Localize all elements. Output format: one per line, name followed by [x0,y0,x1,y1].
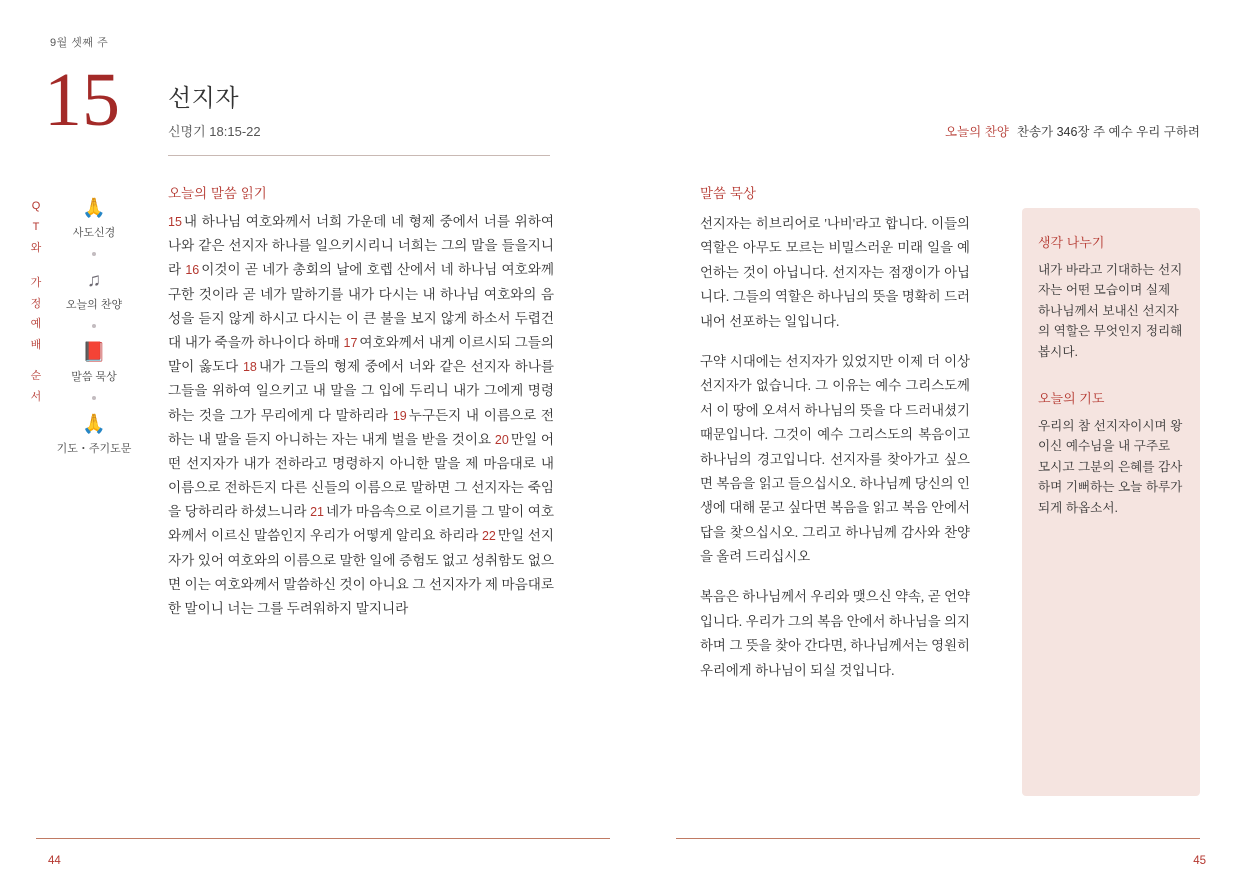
music-note-icon: ♫ [86,270,102,291]
page-number-right: 45 [1193,855,1206,867]
page-title: 선지자 [168,85,240,112]
list-item [52,340,136,384]
title-divider [168,155,550,156]
meditation-paragraph: 구약 시대에는 선지자가 있었지만 이제 더 이상 선지자가 없습니다. 그 이유는 예수 그리스도께서 이 땅에 오셔서 하나님의 뜻을 다 드러내셨기 때문입니다. 그것이 예수 그리스도의 복음이고 하나님의 경고입니다. 선지자를 찾아가고 싶으면 복음을 읽고 들으십시오. 하나님께 당신의 인생에 대해 묻고 싶다면 복음을 읽고 복음 안에서 답을 찾으십시오. 그리고 하나님께 감사와 찬양을 올려 드리십시오 [700,353,970,565]
sidebar-item-label: 기도・주기도문 [56,443,132,455]
scripture-column [168,182,554,621]
verse-number: 18 [242,360,257,375]
prayer-body: 우리의 참 선지자이시며 왕이신 예수님을 내 구주로 모시고 그분의 은혜를 감사하며 기뻐하는 오늘 하루가 되게 하옵소서. [1038,418,1183,515]
vlabel-char: 배 [30,339,42,352]
worship-order-list [52,196,136,458]
footer-divider-left [36,838,610,839]
verse-text: 만일 어떤 선지자가 내가 전하라고 명령하지 아니한 말을 제 마음대로 내 이름으로 전하든지 다른 신들의 이름으로 말하면 그 선지자는 죽임을 당하리라 하셨느니라 [168,431,555,520]
verse-number: 19 [392,408,407,423]
verse-text: 누구든지 내 이름으로 전하는 내 말을 듣지 아니하는 자는 내게 벌을 받을 것이요 [168,407,555,447]
vlabel-char: 와 [30,241,42,254]
hymn-value: 찬송가 346장 주 예수 우리 구하려 [1016,125,1200,139]
verse-text: 이것이 곧 네가 총회의 날에 호렙 산에서 네 하나님 여호와께 구한 것이라 곧 네가 말하기를 내가 다시는 내 하나님 여호와의 음성을 듣지 않게 하시고 다시는 이 큰 불을 보지 않게 하소서 두렵건대 내가 죽을까 하나이다 하매 [168,262,554,350]
verse-text: 만일 선지자가 있어 여호와의 이름으로 말한 일에 증험도 없고 성취함도 없으면 이는 여호와께서 말씀하신 것이 아니요 그 선지자가 제 마음대로 한 말이니 너는 그를 두려워하지 말지니라 [168,528,554,616]
verse-number: 16 [185,263,200,278]
verse-number: 17 [343,335,358,350]
scripture-reference: 신명기 18:15-22 [168,124,261,139]
open-book-icon: 📕 [82,342,106,363]
vlabel-char: 순 [30,370,42,383]
meditation-paragraph: 선지자는 히브리어로 '나비'라고 합니다. 이들의 역할은 아무도 모르는 비밀스러운 미래 일을 예언하는 것이 아닙니다. 선지자는 점쟁이가 아닙니다. 그들의 역할은 하나님의 뜻을 명확히 드러내어 선포하는 일입니다. [700,216,970,329]
sidebar-item-label: 말씀 묵상 [71,371,117,383]
vlabel-char: 정 [30,297,42,310]
sidebar-item-label: 오늘의 찬양 [65,299,123,311]
footer-divider-right [676,838,1200,839]
verse-number: 21 [310,505,324,520]
vlabel-char: 가 [30,276,42,289]
list-item [52,196,136,240]
praying-hands-icon: 🙏 [82,414,106,435]
vlabel-char: T [32,220,40,233]
separator-dot [92,396,96,400]
scripture-body [168,210,554,621]
hymn-label: 오늘의 찬양 [945,125,1009,139]
scripture-heading: 오늘의 말씀 읽기 [168,186,267,201]
meditation-paragraph: 복음은 하나님께서 우리와 맺으신 약속, 곧 언약입니다. 우리가 그의 복음 안에서 하나님을 의지하며 그 뜻을 찾아 간다면, 하나님께서는 영원히 우리에게 하나님이 되실 것입니다. [700,589,970,678]
share-thoughts-body: 내가 바라고 기대하는 선지자는 어떤 모습이며 실제 하나님께서 보내신 선지자의 역할은 무엇인지 정리해 봅시다. [1038,263,1183,359]
vlabel-char: 예 [30,318,42,331]
verse-text: 여호와께서 내게 이르시되 그들의 말이 옳도다 [168,334,554,375]
list-item [52,412,136,456]
reflection-card [1022,208,1200,796]
verse-text: 네가 마음속으로 이르기를 그 말이 여호와께서 이르신 말씀인지 우리가 어떻게 알리요 하리라 [168,504,554,544]
vlabel-char: 서 [30,391,42,404]
meditation-column [700,182,970,699]
separator-dot [92,252,96,256]
vlabel-char: Q [31,200,41,212]
meditation-heading: 말씀 묵상 [700,186,756,201]
verse-number: 15 [168,215,182,229]
list-item [52,268,136,312]
hymn-line [945,122,1200,140]
praying-hands-icon: 🙏 [82,198,106,219]
separator-dot [92,324,96,328]
sidebar-vertical-label [28,196,44,408]
verse-number: 20 [494,432,509,447]
prayer-heading: 오늘의 기도 [1038,390,1105,406]
page-number-left: 44 [48,855,61,867]
verse-text: 내가 그들의 형제 중에서 너와 같은 선지자 하나를 그들을 위하여 일으키고 내 말을 그 입에 두리니 내가 그에게 명령하는 것을 그가 무리에게 다 말하리라 [168,359,555,423]
day-number: 15 [44,58,120,142]
week-label: 9월 셋째 주 [50,37,109,49]
verse-number: 22 [481,529,496,544]
title-block [168,78,548,140]
sidebar-item-label: 사도신경 [72,227,116,239]
share-thoughts-heading: 생각 나누기 [1038,235,1105,250]
verse-text: 내 하나님 여호와께서 너희 가운데 네 형제 중에서 너를 위하여 나와 같은 선지자 하나를 일으키시리니 너희는 그의 말을 들을지니라 [168,214,554,278]
